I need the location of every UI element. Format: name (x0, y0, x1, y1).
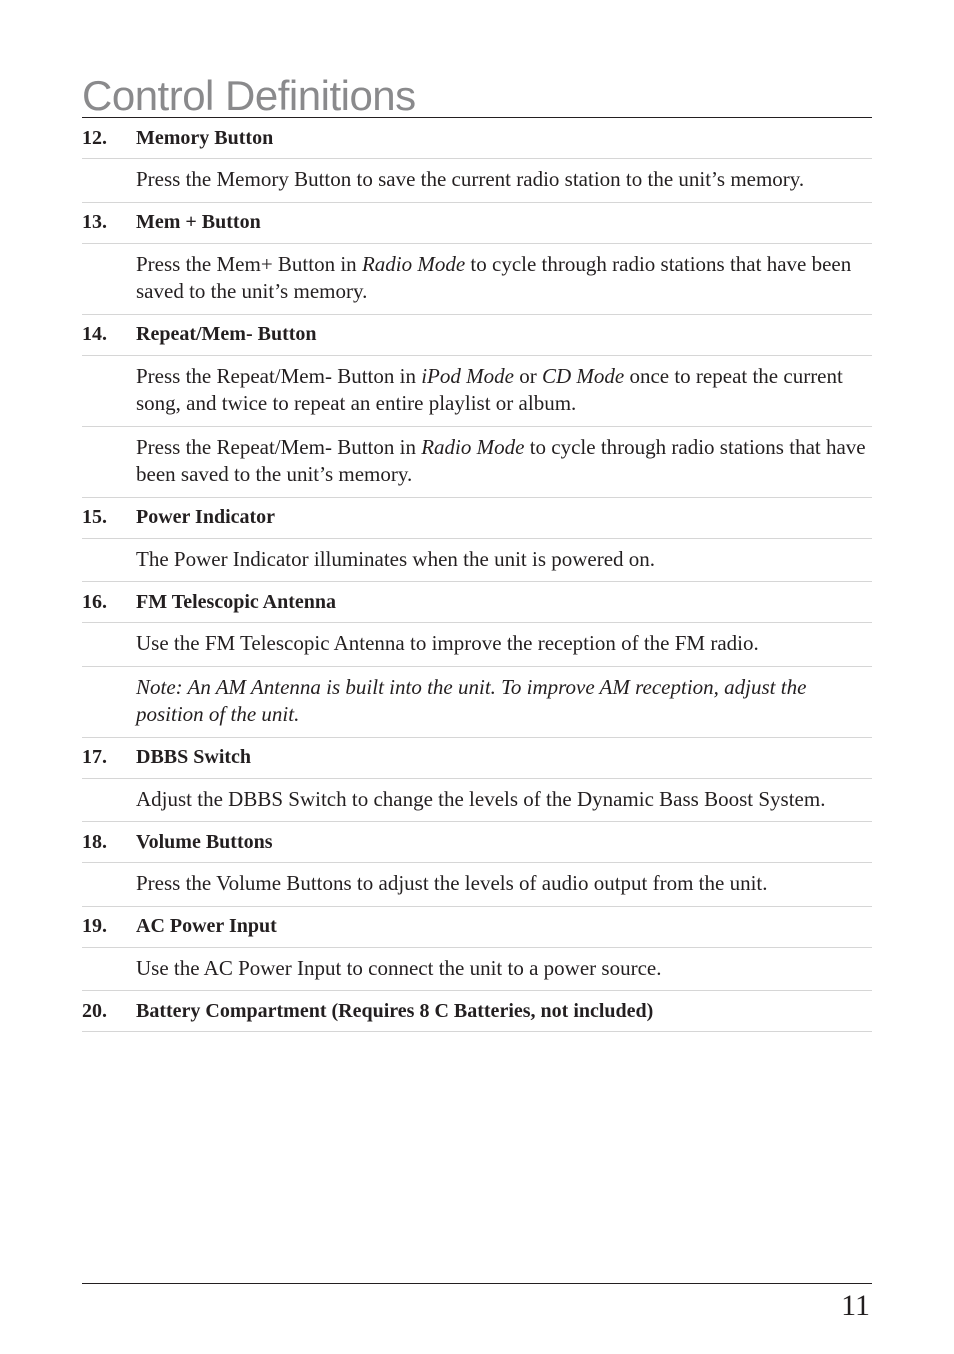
definition-heading (82, 315, 872, 356)
footer-divider (82, 1283, 872, 1284)
description-paragraph (82, 356, 872, 427)
page-title: Control Definitions (82, 72, 416, 119)
text-run: Press the Repeat/Mem- Button in (136, 363, 422, 388)
definition-heading (82, 907, 872, 948)
emphasized-text: Radio Mode (361, 251, 466, 276)
item-title: Power Indicator (136, 506, 276, 528)
text-run: Press the Repeat/Mem- Button in (136, 434, 422, 459)
item-number: 17. (82, 746, 107, 768)
definition-heading (82, 118, 872, 159)
item-title: Repeat/Mem- Button (136, 323, 317, 345)
item-title: Memory Button (136, 126, 274, 149)
description-paragraph (82, 427, 872, 498)
description-paragraph (82, 159, 872, 203)
description-paragraph (82, 948, 872, 992)
definition-heading (82, 203, 872, 244)
item-number: 14. (82, 323, 107, 345)
definition-heading (82, 991, 872, 1032)
text-run: Use the FM Telescopic Antenna to improve the reception of the FM radio. (136, 631, 759, 655)
definition-heading (82, 738, 872, 779)
emphasized-text: iPod Mode (421, 363, 514, 388)
note-paragraph (82, 667, 872, 738)
description-paragraph (82, 623, 872, 667)
text-run: to cycle through radio stations that have been saved to the unit’s memory. (136, 251, 852, 303)
text-run: Use the AC Power Input to connect the unit to a power source. (136, 955, 662, 980)
emphasized-text: Note: An AM Antenna is built into the unit. To improve AM reception, adjust the position of the unit. (136, 674, 807, 726)
text-run: to cycle through radio stations that have been saved to the unit’s memory. (136, 434, 866, 486)
description-paragraph (82, 779, 872, 823)
item-title: Volume Buttons (136, 830, 273, 853)
description-paragraph (82, 539, 872, 583)
item-number: 19. (82, 915, 107, 937)
item-title: Battery Compartment (Requires 8 C Batteries, not included) (136, 999, 654, 1022)
page-number: 11 (841, 1289, 870, 1322)
definition-heading (82, 582, 872, 623)
control-definitions-list (82, 118, 872, 1032)
emphasized-text: Radio Mode (421, 434, 525, 459)
item-title: FM Telescopic Antenna (136, 590, 337, 613)
item-title: AC Power Input (136, 915, 277, 937)
item-number: 15. (82, 506, 107, 528)
item-title: Mem + Button (136, 211, 261, 233)
text-run: once to repeat the current song, and twice to repeat an entire playlist or album. (136, 363, 843, 415)
text-run: Press the Memory Button to save the current radio station to the unit’s memory. (136, 167, 805, 191)
text-run: or (513, 363, 542, 388)
definition-heading (82, 498, 872, 539)
definition-heading (82, 822, 872, 863)
text-run: Press the Volume Buttons to adjust the levels of audio output from the unit. (136, 871, 768, 895)
text-run: Adjust the DBBS Switch to change the levels of the Dynamic Bass Boost System. (136, 786, 826, 811)
item-number: 16. (82, 590, 107, 613)
description-paragraph (82, 863, 872, 907)
text-run: The Power Indicator illuminates when the unit is powered on. (136, 546, 656, 571)
item-number: 18. (82, 830, 107, 853)
description-paragraph (82, 244, 872, 315)
item-number: 20. (82, 999, 107, 1022)
item-number: 12. (82, 126, 107, 149)
emphasized-text: CD Mode (541, 363, 625, 388)
item-number: 13. (82, 211, 107, 233)
text-run: Press the Mem+ Button in (136, 251, 362, 276)
item-title: DBBS Switch (136, 746, 252, 768)
